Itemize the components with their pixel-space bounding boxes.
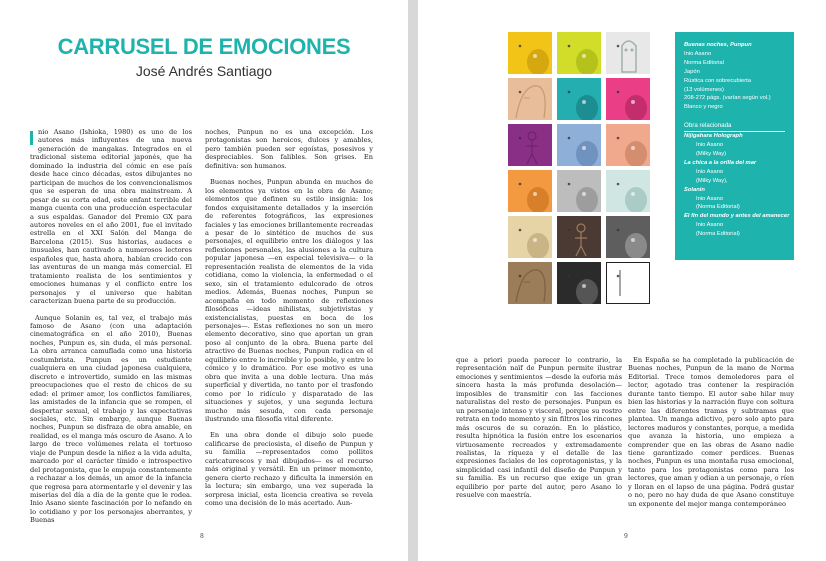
- info-pages: 208-272 págs. (varían según vol.): [684, 95, 771, 102]
- cover-thumbnail: [606, 216, 650, 258]
- article-author: José Andrés Santiago: [135, 63, 273, 79]
- related-line: Inio Asano: [696, 195, 724, 202]
- cover-thumbnail: [606, 124, 650, 166]
- cover-thumbnail: [606, 262, 650, 304]
- info-format: Rústica con sobrecubierta: [684, 77, 752, 84]
- paragraph: En España se ha completado la publicación de Buenas noches, Punpun de la mano de Norma Editorial. Trece tomos demoledores para el lector, agotado tras contener la respiración durante tanto tiempo. El autor sabe hilar muy bien las historias y la narración fluye con soltura entre las diferentes tramas y subtramas que plantea. Un manga adictivo, pero solo apto para lectores maduros y constantes, porque, a medida que avanza la historia, uno empieza a comprender que en las obras de Asano nadie tiene garantizado comer perdices. Buenas noches, Punpun es una montaña rusa emocional, tanto para los protagonistas como para los lectores, que aman y odian a un personaje, o ríen y lloran en el lapso de una página. Podrá gustar o no, pero no hay duda de que Asano constituye un exponente del mejor manga contemporáneo: [628, 356, 794, 508]
- left-page: [0, 0, 408, 561]
- page-number: 9: [624, 533, 628, 540]
- related-heading: Obra relacionada: [684, 122, 785, 132]
- cover-thumbnail: [606, 170, 650, 212]
- cover-thumbnail: [557, 124, 601, 166]
- cover-thumbnail: [508, 124, 552, 166]
- related-title: Nijigahara Holograph: [684, 133, 743, 140]
- paragraph: que a priori pueda parecer lo contrario, la representación naïf de Punpun permite ilustrar emociones y sentimientos —desde la euforia más sincera hasta la más profunda desolación— imposibles de transmitir con las facciones naturalistas del resto de personajes. Punpun es un personaje intenso y visceral, porque su rostro retrata en todo momento y sin filtros los rincones más oscuros de su corazón. En lo plástico, resulta hipnótica la fusión entre los escenarios virtuosamente recreados y extremadamente realistas, la riqueza y el detalle de las expresiones faciales de los coprotagonistas, y la simplicidad casi infantil del diseño de Punpun y su familia. Es un recurso que exige un gran equilibrio por parte del autor, pero Asano lo resuelve con maestría.: [456, 356, 622, 500]
- related-line: Inio Asano: [696, 222, 724, 229]
- cover-thumbnail: [557, 216, 601, 258]
- paragraph: Buenas noches, Punpun abunda en muchos de los elementos ya vistos en la obra de Asano; elementos que definen su estilo insignia: los fondos exquisitamente detallados y la inserción de referentes fotográficos, las expresiones faciales y las emociones brillantemente recreadas a pesar de lo sintético de muchos de sus personajes, el equilibrio entre los diálogos y las reflexiones personales, las alusiones a la cultura popular japonesa —en especial televisiva— o la representación realista de elementos de la vida cotidiana, como la violencia, la enfermedad o el sexo, sin el tratamiento edulcorado de otros medios. Además, Buenas noches, Punpun se acompaña en todo momento de reflexiones filosóficas —ideas nihilistas, subjetivistas y existencialistas, puestas en boca de los personajes—. Estas reflexiones no son un mero elemento decorativo, sino que aportan un gran poso al conjunto de la obra. Buena parte del atractivo de Buenas noches, Punpun radica en el equilibrio entre lo increíble y lo posible, y entre lo cómico y lo dramático. Por ese motivo es una obra que invita a una doble lectura. Una más superficial y divertida, no tanto por el trasfondo como por lo ridículo y disparatado de las situaciones y sujetos, y una segunda lectura mucho más sesuda, con cada personaje ilustrando una filosofía vital diferente.: [205, 178, 373, 423]
- cover-thumbnail: [508, 216, 552, 258]
- left-column-2: [205, 128, 373, 515]
- related-line: (Milky Way),: [696, 177, 728, 184]
- dropcap-bar: [30, 131, 33, 145]
- paragraph: nio Asano (Ishioka, 1980) es uno de los autores más influyentes de una nueva generación de mangakas. Integrados en el tradicional sistema editorial japonés, que ha dominado la industria del cómic en ese país desde hace cinco décadas, estos dibujantes no participan de muchos de los convencionalismos que se esperan de una obra mainstream. A pesar de su corta edad, este enfant terrible del manga cuenta con una producción espectacular a sus espaldas. Ganador del Premio GX para autores noveles en el año 2001, fue el invitado estrella en el XXI Salón del Manga de Barcelona (2015). Sus historias, audaces e inusuales, han cautivado a numerosos lectores españoles que, hasta ahora, habían crecido con las aventuras de un manga más comercial. El tratamiento realista de los sentimientos y emociones humanas y el conflicto entre los personajes y el universo que habitan caracterizan buena parte de su producción.: [30, 128, 192, 306]
- info-volumes: (13 volúmenes): [684, 86, 724, 93]
- related-title: Solanin: [684, 186, 705, 193]
- paragraph: En una obra donde el dibujo solo puede calificarse de preciosista, el diseño de Punpun y su familia —representados como pollitos caricaturescos y mal dibujados— es el recurso más original y versátil. En un primer momento, genera cierto rechazo y dificulta la inmersión en la lectura; sin embargo, una vez superada la sorpresa inicial, esta licencia creativa se revela como una decisión de lo más acertado. Aun-: [205, 431, 373, 508]
- related-line: (Norma Editorial): [696, 231, 740, 238]
- page-number: 8: [200, 533, 204, 540]
- cover-thumbnail: [606, 32, 650, 74]
- article-title: CARRUSEL DE EMOCIONES: [57, 34, 351, 59]
- related-line: (Milky Way): [696, 150, 727, 157]
- right-column-2: [628, 356, 794, 516]
- related-line: Inio Asano: [696, 168, 724, 175]
- cover-thumbnail: [508, 170, 552, 212]
- right-page: [418, 0, 826, 561]
- cover-thumbnail: [557, 78, 601, 120]
- info-color: Blanco y negro: [684, 104, 723, 111]
- related-title: El fin del mundo y antes del amanecer: [684, 213, 790, 220]
- related-line: (Norma Editorial): [696, 204, 740, 211]
- related-line: Inio Asano: [696, 142, 724, 149]
- cover-thumbnail: [508, 262, 552, 304]
- paragraph: Aunque Solanin es, tal vez, el trabajo más famoso de Asano (con una adaptación cinematográfica en el año 2010), Buenas noches, Punpun es, sin duda, el más personal. La obra arranca camuflada como una historia costumbrista. Punpun es un estudiante cualquiera en una ciudad japonesa cualquiera, discreto e introvertido, sumido en las mismas preocupaciones que el resto de chicos de su edad: el primer amor, los conflictos familiares, las amistades de la infancia que se rompen, el despertar sexual, el trabajo y las expectativas sociales, etc. Sin embargo, aunque Buenas noches, Punpun se disfraza de obra amable, en realidad, es el manga más oscuro de Asano. A lo largo de trece volúmenes relata el tortuoso viaje de Punpun desde la niñez a la vida adulta, marcado por el carácter tímido e introspectivo del protagonista, que le empuja constantemente a rechazar a los demás, un amor de la infancia que regresa para atormentarle y el devenir y las miserias del día a día de la gente que le rodea. Inio Asano siente fascinación por lo nefando en lo cotidiano y por los personajes aberrantes, y Buenas: [30, 313, 193, 525]
- info-country: Japón: [684, 68, 700, 75]
- info-book-title: Buenas noches, Punpun: [684, 42, 752, 48]
- paragraph: noches, Punpun no es una excepción. Los protagonistas son heroicos, dulces y amables, pero también pueden ser egoístas, posesivos y despreciables. Son falibles. Son grises. En definitiva: son humanos.: [205, 128, 373, 170]
- cover-thumbnail: [606, 78, 650, 120]
- cover-thumbnail: [557, 170, 601, 212]
- related-title: La chica a la orilla del mar: [684, 159, 757, 166]
- cover-thumbnail: [508, 78, 552, 120]
- cover-thumbnail: [557, 262, 601, 304]
- cover-thumbnail: [557, 32, 601, 74]
- right-column-1: [456, 356, 622, 508]
- info-publisher: Norma Editorial: [684, 59, 724, 66]
- info-box: [675, 32, 794, 260]
- left-column-1: [30, 128, 192, 533]
- info-author: Inio Asano: [684, 50, 712, 57]
- cover-thumbnail: [508, 32, 552, 74]
